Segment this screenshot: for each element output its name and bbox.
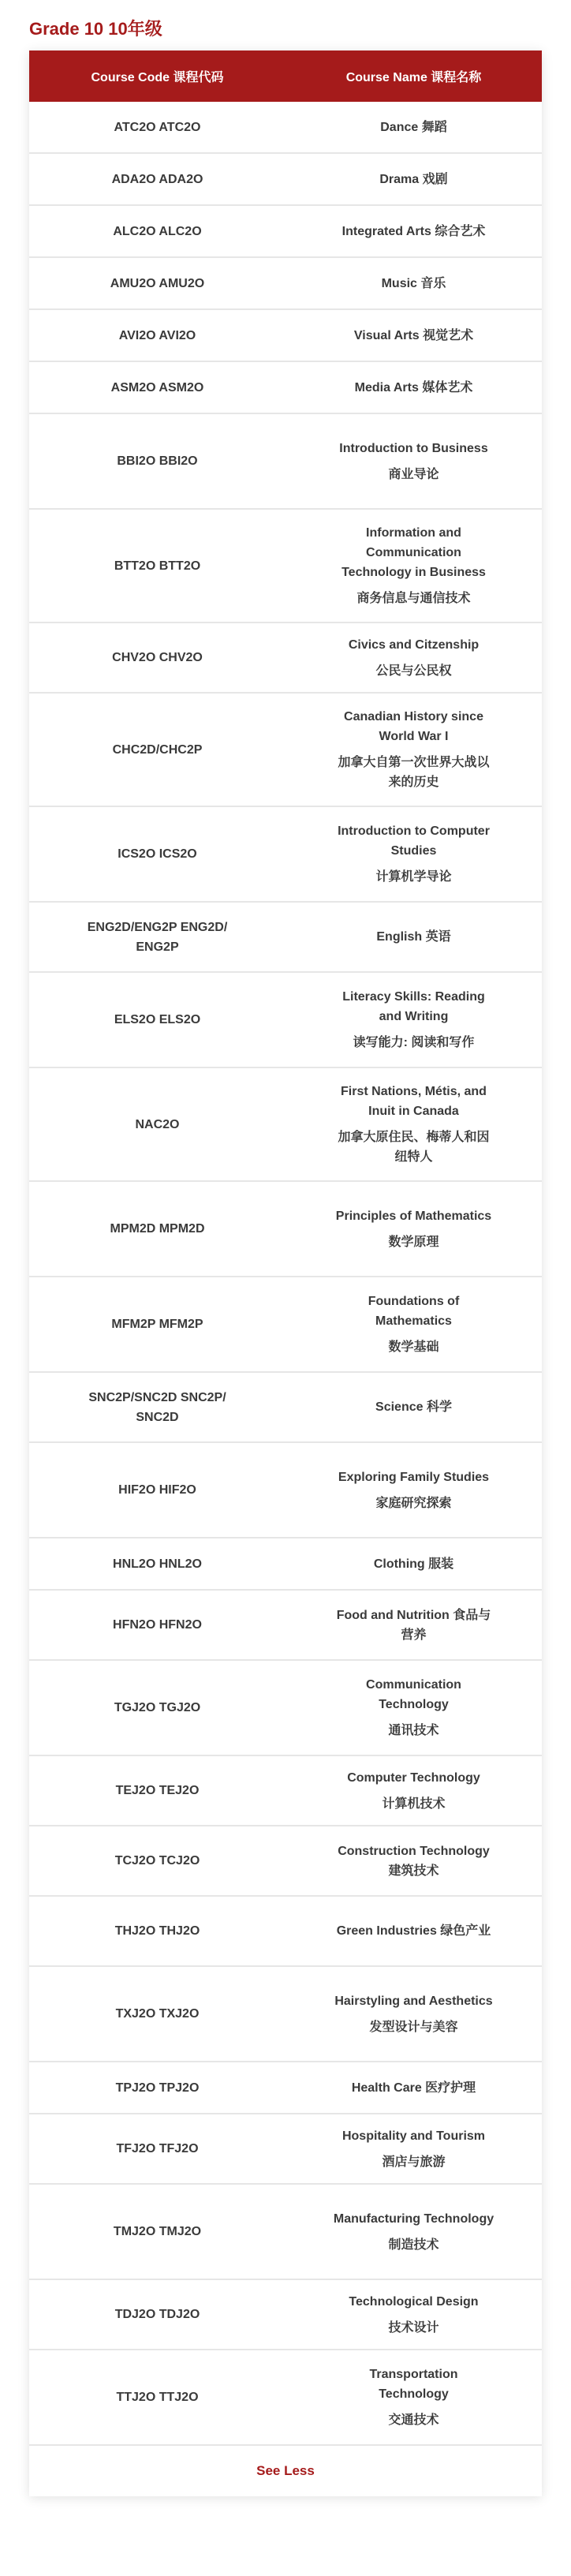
- course-name-english: Communication Technology: [366, 1678, 461, 1711]
- course-name-english: Manufacturing Technology: [333, 2211, 494, 2226]
- course-code-cell: ENG2D/ENG2P ENG2D/ ENG2P: [87, 920, 228, 954]
- course-code-cell: ADA2O ADA2O: [111, 172, 203, 186]
- course-name-english: Foundations of Mathematics: [368, 1295, 460, 1328]
- course-name-cell: [286, 2114, 542, 2183]
- course-code-cell: BBI2O BBI2O: [117, 454, 198, 468]
- course-name-chinese: 技术设计: [388, 2320, 439, 2335]
- course-name-cell: [286, 1538, 542, 1589]
- course-code-cell: SNC2P/SNC2D SNC2P/ SNC2D: [88, 1390, 226, 1424]
- course-code-cell: TEJ2O TEJ2O: [115, 1784, 200, 1797]
- course-code-cell: TDJ2O TDJ2O: [114, 2308, 200, 2321]
- course-name-cell: [286, 2350, 542, 2444]
- course-name-cell: [286, 206, 542, 256]
- course-name-chinese: 家庭研究探索: [375, 1496, 452, 1510]
- course-code-cell: TPJ2O TPJ2O: [115, 2081, 200, 2095]
- course-code-cell: HIF2O HIF2O: [118, 1483, 196, 1497]
- table-row: [29, 2114, 542, 2185]
- course-code-cell: TMJ2O TMJ2O: [113, 2225, 202, 2238]
- course-code-cell: MPM2D MPM2D: [110, 1222, 205, 1236]
- table-row: [29, 2280, 542, 2350]
- course-code-cell: TXJ2O TXJ2O: [115, 2007, 200, 2021]
- course-name-english: Exploring Family Studies: [338, 1470, 490, 1484]
- course-name-cell: [286, 903, 542, 971]
- course-name-english: Canadian History since World War I: [344, 710, 483, 743]
- course-code-cell: ELS2O ELS2O: [114, 1013, 201, 1026]
- course-name-chinese: 公民与公民权: [375, 664, 452, 678]
- course-name-english: Introduction to Business: [339, 441, 488, 455]
- course-code-cell: ICS2O ICS2O: [118, 847, 197, 861]
- table-row: [29, 102, 542, 154]
- course-name-cell: [286, 154, 542, 204]
- course-name-cell: [286, 414, 542, 508]
- table-row: [29, 258, 542, 310]
- course-name-chinese: 数学基础: [388, 1340, 439, 1354]
- course-code-cell: CHV2O CHV2O: [112, 651, 203, 664]
- table-row: [29, 1756, 542, 1826]
- table-row: [29, 1373, 542, 1443]
- course-name-cell: [286, 310, 542, 361]
- course-name-cell: [286, 1373, 542, 1441]
- course-name-chinese: 计算机学导论: [375, 870, 452, 884]
- course-code-cell: ATC2O ATC2O: [114, 120, 201, 134]
- course-name-cell: [286, 1591, 542, 1659]
- table-row: [29, 310, 542, 362]
- course-code-cell: TFJ2O TFJ2O: [116, 2142, 199, 2155]
- course-name-english: Science 科学: [375, 1400, 452, 1414]
- course-code-cell: HFN2O HFN2O: [113, 1618, 202, 1632]
- course-name-english: Construction Technology 建筑技术: [338, 1844, 490, 1878]
- course-name-english: Health Care 医疗护理: [351, 2081, 476, 2095]
- course-name-cell: [286, 2062, 542, 2113]
- table-row: [29, 1897, 542, 1967]
- course-name-cell: [286, 362, 542, 413]
- course-name-english: Drama 戏剧: [379, 172, 448, 186]
- course-code-cell: TCJ2O TCJ2O: [114, 1854, 200, 1868]
- course-name-cell: [286, 510, 542, 622]
- course-name-cell: [286, 102, 542, 152]
- course-name-chinese: 加拿大自第一次世界大战以来的历史: [338, 756, 490, 789]
- course-table: [29, 50, 542, 2496]
- course-name-english: Information and Communication Technology in Business: [341, 526, 486, 579]
- course-name-cell: [286, 623, 542, 692]
- course-code-cell: AMU2O AMU2O: [110, 276, 205, 290]
- table-row: [29, 694, 542, 807]
- course-name-english: Food and Nutrition 食品与营养: [336, 1608, 491, 1642]
- course-name-chinese: 商务信息与通信技术: [356, 592, 471, 605]
- table-row: [29, 807, 542, 903]
- course-name-english: Computer Technology: [347, 1770, 480, 1785]
- course-code-cell: AVI2O AVI2O: [118, 328, 196, 342]
- course-name-cell: [286, 258, 542, 308]
- course-name-english: Technological Design: [349, 2294, 479, 2309]
- course-name-cell: [286, 1443, 542, 1537]
- course-name-english: Green Industries 绿色产业: [336, 1924, 491, 1938]
- course-code-cell: NAC2O: [135, 1117, 180, 1131]
- course-name-english: Media Arts 媒体艺术: [354, 380, 473, 394]
- course-name-english: Civics and Citzenship: [348, 637, 480, 652]
- course-name-chinese: 交通技术: [388, 2413, 439, 2427]
- table-header-row: [29, 50, 542, 102]
- course-name-chinese: 商业导论: [388, 467, 439, 481]
- course-name-cell: [286, 973, 542, 1067]
- course-name-english: Music 音乐: [381, 276, 446, 290]
- course-name-english: Hairstyling and Aesthetics: [334, 1994, 493, 2008]
- course-code-cell: HNL2O HNL2O: [113, 1557, 202, 1571]
- course-code-cell: CHC2D/CHC2P: [112, 742, 203, 757]
- course-code-cell: TGJ2O TGJ2O: [114, 1701, 201, 1714]
- course-code-cell: BTT2O BTT2O: [114, 559, 201, 573]
- course-name-cell: [286, 1756, 542, 1825]
- table-body: [29, 102, 542, 2446]
- table-row: [29, 510, 542, 623]
- header-course-code: Course Code 课程代码: [91, 71, 224, 84]
- course-name-cell: [286, 1826, 542, 1895]
- see-less-button[interactable]: See Less: [256, 2463, 315, 2478]
- table-row: [29, 362, 542, 414]
- course-name-chinese: 加拿大原住民、梅蒂人和因纽特人: [338, 1131, 490, 1164]
- course-name-english: Transportation Technology: [369, 2368, 458, 2401]
- page-title: Grade 10 10年级: [29, 19, 162, 39]
- table-row: [29, 2062, 542, 2114]
- course-name-cell: [286, 2280, 542, 2349]
- course-name-cell: [286, 1967, 542, 2061]
- course-name-english: English 英语: [376, 930, 451, 944]
- table-row: [29, 973, 542, 1068]
- course-name-chinese: 数学原理: [388, 1235, 439, 1249]
- table-row: [29, 1826, 542, 1897]
- course-name-chinese: 酒店与旅游: [382, 2155, 446, 2169]
- course-name-english: Visual Arts 视觉艺术: [353, 328, 474, 342]
- table-row: [29, 414, 542, 510]
- table-row: [29, 1182, 542, 1277]
- table-row: [29, 1068, 542, 1182]
- course-name-english: Principles of Mathematics: [335, 1209, 492, 1223]
- table-row: [29, 1591, 542, 1661]
- course-name-english: Dance 舞蹈: [380, 120, 447, 134]
- course-name-chinese: 发型设计与美容: [369, 2020, 458, 2034]
- table-row: [29, 903, 542, 973]
- course-name-cell: [286, 807, 542, 901]
- course-name-cell: [286, 1068, 542, 1180]
- course-name-english: Clothing 服装: [373, 1557, 454, 1571]
- table-row: [29, 1277, 542, 1373]
- course-name-english: First Nations, Métis, and Inuit in Canada: [341, 1085, 487, 1118]
- course-name-cell: [286, 1277, 542, 1371]
- see-less-row: [29, 2446, 542, 2496]
- course-name-chinese: 制造技术: [388, 2238, 439, 2252]
- table-row: [29, 1443, 542, 1538]
- course-name-english: Literacy Skills: Reading and Writing: [342, 990, 485, 1023]
- course-name-english: Integrated Arts 综合艺术: [341, 224, 486, 238]
- table-row: [29, 1538, 542, 1591]
- course-code-cell: TTJ2O TTJ2O: [116, 2391, 199, 2404]
- course-name-chinese: 计算机技术: [382, 1796, 446, 1811]
- course-name-cell: [286, 1182, 542, 1276]
- course-code-cell: ASM2O ASM2O: [110, 380, 204, 394]
- course-name-cell: [286, 694, 542, 806]
- table-row: [29, 1967, 542, 2062]
- course-code-cell: ALC2O ALC2O: [113, 224, 202, 238]
- course-code-cell: MFM2P MFM2P: [111, 1318, 203, 1331]
- course-name-chinese: 读写能力: 阅读和写作: [353, 1036, 475, 1049]
- course-name-english: Introduction to Computer Studies: [338, 824, 490, 858]
- course-name-cell: [286, 1661, 542, 1755]
- table-row: [29, 623, 542, 694]
- course-name-chinese: 通讯技术: [388, 1724, 439, 1737]
- course-name-cell: [286, 2185, 542, 2279]
- header-course-name: Course Name 课程名称: [345, 71, 482, 84]
- course-name-english: Hospitality and Tourism: [341, 2129, 486, 2143]
- table-row: [29, 2185, 542, 2280]
- table-row: [29, 2350, 542, 2446]
- course-name-cell: [286, 1897, 542, 1965]
- table-row: [29, 206, 542, 258]
- table-row: [29, 1661, 542, 1756]
- course-code-cell: THJ2O THJ2O: [114, 1924, 200, 1938]
- table-row: [29, 154, 542, 206]
